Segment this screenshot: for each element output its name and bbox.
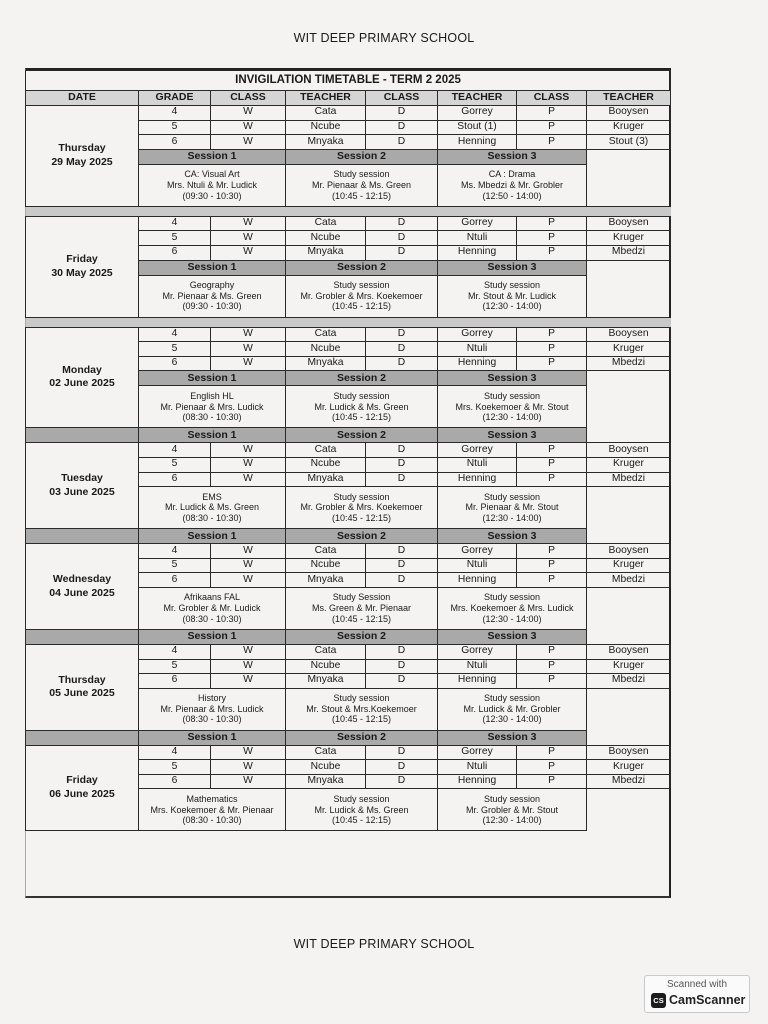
grade-cell: Ncube [286,760,366,775]
grade-cell: P [517,659,587,674]
grade-cell: P [517,745,587,760]
grade-cell: Henning [438,245,517,260]
empty-date-cell [26,730,139,745]
session-label: Session 3 [438,629,587,644]
grade-cell: W [211,745,286,760]
grade-cell: Henning [438,774,517,789]
grade-cell: Kruger [587,760,671,775]
session-detail [286,275,438,317]
session-invigilators: Mr. Stout & Mrs.Koekemoer [306,703,417,714]
session-label: Session 2 [286,149,438,164]
session-detail [438,587,587,629]
grade-cell: D [366,245,438,260]
grade-row [26,216,671,231]
session-invigilators: Mr. Pienaar & Mrs. Ludick [160,401,264,412]
session-label: Session 1 [139,629,286,644]
session-label: Session 3 [438,149,587,164]
grade-cell: W [211,245,286,260]
grade-cell: Ntuli [438,659,517,674]
grade-cell: Booysen [587,327,671,342]
grade-cell: D [366,120,438,135]
grade-cell: Kruger [587,231,671,246]
session-subject: EMS [202,491,222,502]
session-detail [139,789,286,831]
separator-band [26,206,671,216]
grade-cell: 4 [139,216,211,231]
grade-cell: D [366,674,438,689]
grade-cell: Henning [438,356,517,371]
grade-cell: P [517,231,587,246]
grade-row [26,745,671,760]
session-subject: Study session [333,169,390,180]
session-invigilators: Mr. Grobler & Mr. Stout [465,804,559,815]
grade-cell: W [211,135,286,150]
grade-cell: W [211,573,286,588]
school-name-footer: WIT DEEP PRIMARY SCHOOL [293,937,475,951]
session-label: Session 1 [139,428,286,443]
grade-cell: W [211,120,286,135]
grade-cell: Gorrey [438,443,517,458]
grade-cell: Stout (3) [587,135,671,150]
session-invigilators: Mr. Ludick & Ms. Green [314,804,409,815]
grade-cell: 4 [139,443,211,458]
separator-band [26,317,671,327]
grade-cell: 6 [139,472,211,487]
grade-cell: Cata [286,443,366,458]
grade-cell: D [366,342,438,357]
day-date: Friday 06 June 2025 [26,745,139,831]
grade-cell: W [211,674,286,689]
session-invigilators: Mr. Grobler & Mr. Ludick [163,603,261,614]
session-invigilators: Mr. Grobler & Mrs. Koekemoer [300,290,423,301]
grade-cell: D [366,659,438,674]
column-header: TEACHER [286,91,366,106]
session-invigilators: Mrs. Koekemoer & Mr. Pienaar [150,804,274,815]
session-subject: Study session [483,390,541,401]
grade-cell: P [517,558,587,573]
grade-cell: Mnyaka [286,245,366,260]
grade-cell: 5 [139,231,211,246]
grade-cell: 4 [139,745,211,760]
session-subject: English HL [190,390,234,401]
grade-cell: Mnyaka [286,472,366,487]
grade-cell: Ntuli [438,231,517,246]
grade-cell: Mbedzi [587,356,671,371]
grade-cell: Ncube [286,120,366,135]
session-invigilators: Mrs. Koekemoer & Mrs. Ludick [450,603,574,614]
grade-cell: Mnyaka [286,573,366,588]
session-label: Session 2 [286,260,438,275]
session-invigilators: Mr. Grobler & Mrs. Koekemoer [300,502,423,513]
grade-cell: Gorrey [438,216,517,231]
session-label: Session 1 [139,730,286,745]
day-date: Tuesday 03 June 2025 [26,443,139,529]
grade-cell: Gorrey [438,327,517,342]
session-subject: Study session [333,491,390,502]
session-detail [438,789,587,831]
school-name-header: WIT DEEP PRIMARY SCHOOL [293,31,475,45]
session-time: (08:30 - 10:30) [182,512,242,523]
grade-cell: Gorrey [438,106,517,121]
grade-cell: 4 [139,644,211,659]
session-detail [286,688,438,730]
grade-cell: P [517,106,587,121]
grade-cell: W [211,544,286,559]
grade-cell: 5 [139,558,211,573]
session-invigilators: Mr. Pienaar & Mr. Stout [465,502,559,513]
grade-cell: D [366,472,438,487]
grade-cell: W [211,327,286,342]
grade-cell: Ntuli [438,457,517,472]
grade-cell: W [211,216,286,231]
grade-cell: Ncube [286,659,366,674]
grade-cell: 6 [139,245,211,260]
grade-cell: P [517,760,587,775]
session-subject: Study session [483,491,541,502]
session-detail [438,275,587,317]
session-detail [286,487,438,529]
grade-row [26,443,671,458]
grade-cell: Mnyaka [286,674,366,689]
session-time: (08:30 - 10:30) [182,714,242,725]
grade-cell: Kruger [587,120,671,135]
grade-cell: Cata [286,745,366,760]
session-label-row [26,629,671,644]
session-time: (12:30 - 14:00) [482,815,542,826]
grade-cell: D [366,457,438,472]
grade-cell: Mnyaka [286,356,366,371]
session-subject: CA : Drama [488,169,536,180]
session-label-row [26,529,671,544]
session-detail [139,587,286,629]
grade-cell: Cata [286,216,366,231]
session-label: Session 2 [286,629,438,644]
grade-cell: W [211,443,286,458]
scanner-brand: CamScanner [669,993,746,1007]
session-time: (12:30 - 14:00) [482,412,542,423]
session-subject: Study session [483,693,541,704]
empty-date-cell [26,529,139,544]
empty-date-cell [26,428,139,443]
session-time: (10:45 - 12:15) [331,412,392,423]
grade-cell: P [517,245,587,260]
grade-cell: D [366,774,438,789]
session-detail [139,275,286,317]
grade-cell: Gorrey [438,644,517,659]
camscanner-watermark [644,975,750,1013]
grade-cell: 6 [139,774,211,789]
grade-cell: W [211,659,286,674]
grade-cell: 4 [139,327,211,342]
grade-cell: Kruger [587,457,671,472]
header-row [26,91,671,106]
session-time: (10:45 - 12:15) [331,190,392,201]
session-invigilators: Ms. Green & Mr. Pienaar [311,603,412,614]
grade-cell: 4 [139,106,211,121]
session-label: Session 1 [139,529,286,544]
grade-cell: Henning [438,674,517,689]
session-time: (12:50 - 14:00) [482,190,542,201]
grade-row [26,106,671,121]
session-time: (09:30 - 10:30) [182,301,242,312]
grade-row [26,327,671,342]
column-header: TEACHER [438,91,517,106]
session-label: Session 2 [286,529,438,544]
session-detail [139,386,286,428]
grade-cell: Mnyaka [286,774,366,789]
grade-cell: Mbedzi [587,774,671,789]
session-detail [286,587,438,629]
grade-cell: Mbedzi [587,245,671,260]
grade-cell: W [211,558,286,573]
grade-cell: P [517,457,587,472]
grade-cell: D [366,356,438,371]
grade-cell: Ncube [286,457,366,472]
session-label: Session 2 [286,371,438,386]
session-subject: Study session [483,592,541,603]
grade-cell: Ntuli [438,760,517,775]
session-detail [139,487,286,529]
grade-cell: P [517,120,587,135]
camscanner-logo-icon: CS [651,993,666,1008]
grade-cell: D [366,231,438,246]
grade-cell: Ntuli [438,558,517,573]
grade-cell: D [366,573,438,588]
grade-cell: W [211,231,286,246]
timetable-title: INVIGILATION TIMETABLE - TERM 2 2025 [26,71,671,91]
grade-cell: Booysen [587,544,671,559]
grade-cell: P [517,342,587,357]
grade-cell: P [517,216,587,231]
grade-cell: Kruger [587,342,671,357]
grade-cell: Cata [286,644,366,659]
session-invigilators: Mrs. Koekemoer & Mr. Stout [455,401,569,412]
grade-cell: D [366,644,438,659]
session-subject: History [197,693,226,704]
session-time: (08:30 - 10:30) [182,412,242,423]
column-header: TEACHER [587,91,671,106]
session-subject: Afrikaans FAL [183,592,241,603]
session-time: (08:30 - 10:30) [182,613,242,624]
session-subject: Mathematics [186,794,238,805]
session-label: Session 3 [438,428,587,443]
grade-cell: 5 [139,760,211,775]
grade-cell: 6 [139,135,211,150]
column-header: DATE [26,91,139,106]
grade-cell: W [211,760,286,775]
session-invigilators: Mr. Ludick & Ms. Green [164,502,260,513]
session-detail [438,487,587,529]
grade-cell: D [366,135,438,150]
grade-cell: Ncube [286,231,366,246]
invigilation-timetable [25,70,671,831]
grade-row [26,544,671,559]
grade-cell: W [211,342,286,357]
grade-cell: P [517,674,587,689]
grade-cell: D [366,327,438,342]
session-detail [438,688,587,730]
grade-cell: 5 [139,659,211,674]
column-header: CLASS [211,91,286,106]
grade-cell: Mnyaka [286,135,366,150]
session-subject: Study session [333,390,390,401]
day-date: Wednesday 04 June 2025 [26,544,139,630]
grade-cell: Ntuli [438,342,517,357]
session-label: Session 1 [139,371,286,386]
title-row [26,71,671,91]
grade-cell: 6 [139,356,211,371]
day-separator [26,206,671,216]
grade-cell: Gorrey [438,544,517,559]
grade-cell: Mbedzi [587,674,671,689]
session-subject: Study session [483,280,541,291]
session-subject: Study session [483,794,541,805]
session-invigilators: Mrs. Ntuli & Mr. Ludick [166,179,258,190]
day-date: Thursday 29 May 2025 [26,106,139,207]
grade-cell: 5 [139,120,211,135]
grade-cell: 6 [139,573,211,588]
grade-cell: W [211,472,286,487]
session-detail [286,386,438,428]
grade-cell: 5 [139,457,211,472]
session-invigilators: Mr. Stout & Mr. Ludick [467,290,557,301]
session-label-row [26,428,671,443]
grade-row [26,644,671,659]
session-invigilators: Ms. Mbedzi & Mr. Grobler [460,179,564,190]
day-date: Friday 30 May 2025 [26,216,139,317]
grade-cell: W [211,356,286,371]
session-time: (09:30 - 10:30) [182,190,242,201]
session-label: Session 2 [286,730,438,745]
session-invigilators: Mr. Pienaar & Mrs. Ludick [160,703,264,714]
grade-cell: Kruger [587,659,671,674]
grade-cell: Cata [286,327,366,342]
grade-cell: D [366,106,438,121]
session-detail [438,386,587,428]
grade-cell: Ncube [286,558,366,573]
column-header: CLASS [517,91,587,106]
grade-cell: D [366,760,438,775]
grade-cell: W [211,106,286,121]
session-label: Session 3 [438,260,587,275]
grade-cell: Cata [286,106,366,121]
session-label: Session 1 [139,260,286,275]
grade-cell: Booysen [587,216,671,231]
session-time: (10:45 - 12:15) [331,815,392,826]
session-time: (10:45 - 12:15) [331,714,392,725]
grade-cell: P [517,774,587,789]
session-subject: Study Session [332,592,391,603]
session-subject: Geography [189,280,235,291]
grade-cell: D [366,216,438,231]
session-subject: Study session [333,693,390,704]
grade-cell: Mbedzi [587,573,671,588]
grade-cell: Stout (1) [438,120,517,135]
grade-cell: P [517,135,587,150]
session-invigilators: Mr. Pienaar & Ms. Green [311,179,412,190]
session-time: (10:45 - 12:15) [331,512,392,523]
grade-cell: Kruger [587,558,671,573]
session-label-row [26,730,671,745]
scanner-caption: Scanned with [666,979,728,990]
session-detail [139,164,286,206]
grade-cell: P [517,443,587,458]
day-date: Monday 02 June 2025 [26,327,139,428]
session-time: (10:45 - 12:15) [331,301,392,312]
session-label: Session 2 [286,428,438,443]
grade-cell: D [366,745,438,760]
session-invigilators: Mr. Ludick & Mr. Grobler [463,703,561,714]
grade-cell: Ncube [286,342,366,357]
session-invigilators: Mr. Pienaar & Ms. Green [162,290,262,301]
session-label: Session 3 [438,529,587,544]
grade-cell: W [211,774,286,789]
grade-cell: Gorrey [438,745,517,760]
session-invigilators: Mr. Ludick & Ms. Green [314,401,409,412]
grade-cell: P [517,544,587,559]
grade-cell: 4 [139,544,211,559]
session-subject: Study session [333,794,390,805]
session-time: (12:30 - 14:00) [482,714,542,725]
grade-cell: D [366,443,438,458]
grade-cell: P [517,644,587,659]
grade-cell: Henning [438,472,517,487]
session-time: (10:45 - 12:15) [331,613,392,624]
session-label: Session 3 [438,371,587,386]
grade-cell: Cata [286,544,366,559]
session-time: (08:30 - 10:30) [182,815,242,826]
session-time: (12:30 - 14:00) [482,301,542,312]
session-label: Session 1 [139,149,286,164]
grade-cell: Booysen [587,745,671,760]
grade-cell: W [211,644,286,659]
session-label: Session 3 [438,730,587,745]
grade-cell: P [517,356,587,371]
session-detail [286,789,438,831]
session-detail [286,164,438,206]
session-subject: Study session [333,280,390,291]
grade-cell: Booysen [587,443,671,458]
day-date: Thursday 05 June 2025 [26,644,139,730]
grade-cell: D [366,544,438,559]
day-separator [26,317,671,327]
grade-cell: Booysen [587,106,671,121]
grade-cell: 6 [139,674,211,689]
session-time: (12:30 - 14:00) [482,613,542,624]
grade-cell: Booysen [587,644,671,659]
grade-cell: W [211,457,286,472]
grade-cell: P [517,327,587,342]
grade-cell: Henning [438,573,517,588]
session-subject: CA: Visual Art [184,169,240,180]
grade-cell: Mbedzi [587,472,671,487]
grade-cell: Henning [438,135,517,150]
session-detail [139,688,286,730]
session-time: (12:30 - 14:00) [482,512,542,523]
grade-cell: P [517,472,587,487]
column-header: CLASS [366,91,438,106]
grade-cell: 5 [139,342,211,357]
empty-date-cell [26,629,139,644]
session-detail [438,164,587,206]
grade-cell: D [366,558,438,573]
grade-cell: P [517,573,587,588]
column-header: GRADE [139,91,211,106]
